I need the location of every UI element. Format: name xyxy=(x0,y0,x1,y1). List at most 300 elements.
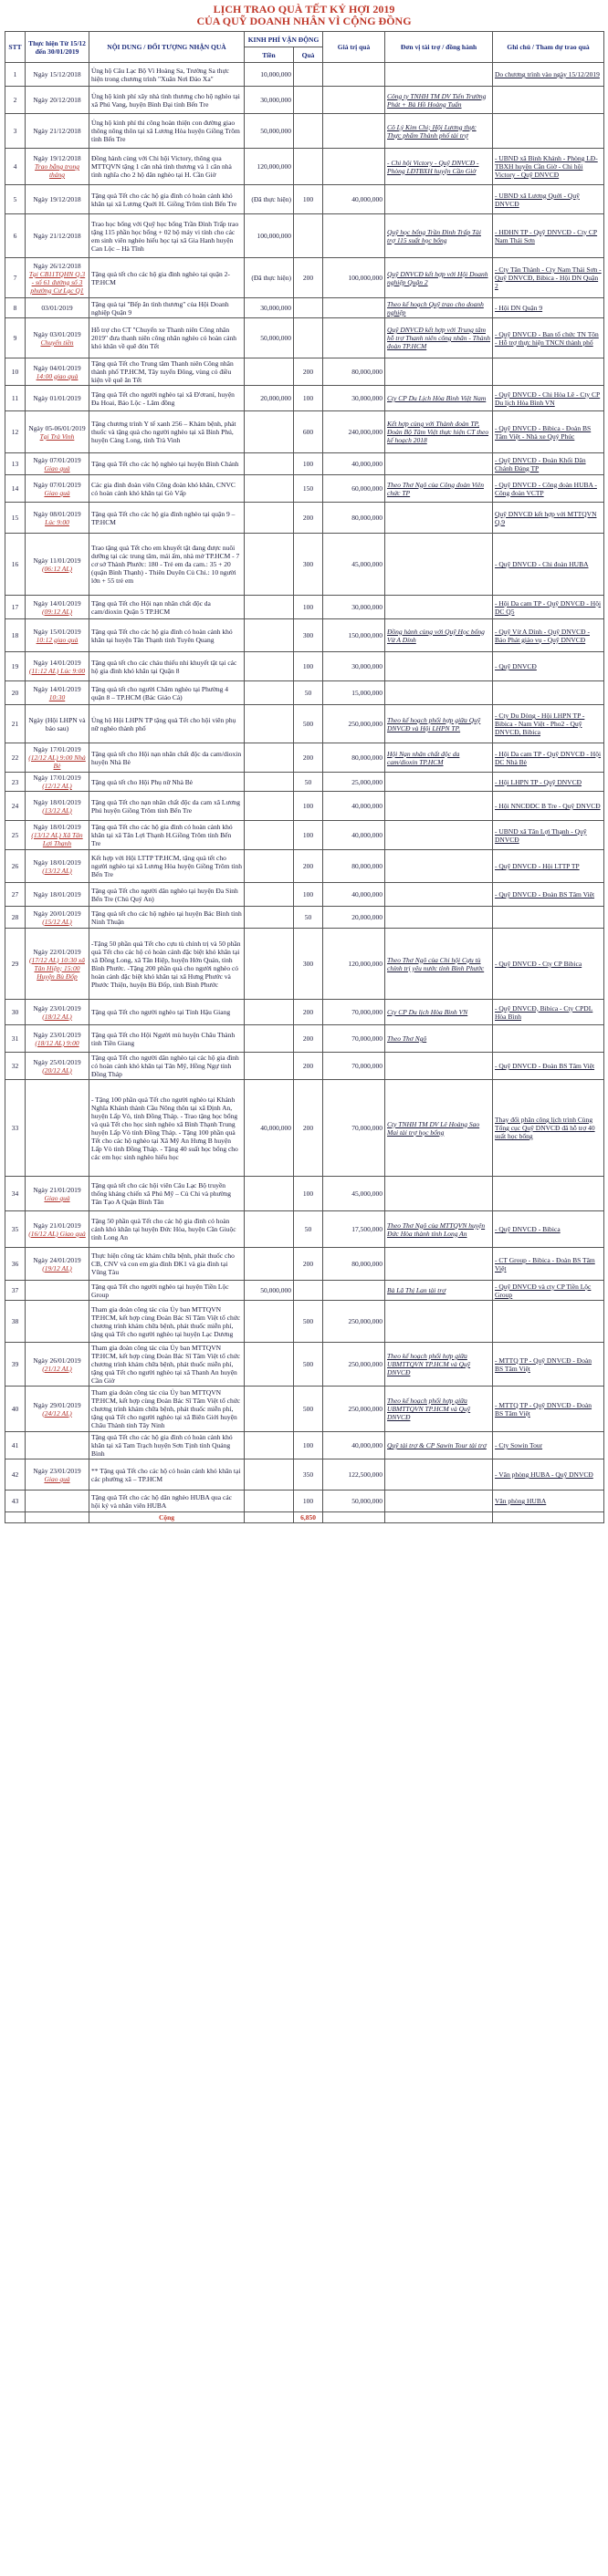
row-money: 50,000,000 xyxy=(245,318,294,358)
row-value: 30,000,000 xyxy=(323,652,385,681)
row-money: (Đã thực hiện) xyxy=(245,258,294,298)
row-date-sub: (13/12 AL) xyxy=(42,805,72,815)
table-row xyxy=(5,87,604,114)
row-date xyxy=(26,1025,89,1053)
row-date-main: Ngày 19/12/2018 xyxy=(33,154,81,162)
row-date xyxy=(26,850,89,883)
row-stt: 14 xyxy=(5,475,26,503)
table-row xyxy=(5,1248,604,1281)
row-date-main: Ngày 18/01/2019 xyxy=(33,823,81,831)
row-value: 70,000,000 xyxy=(323,1080,385,1177)
row-note xyxy=(493,681,604,705)
row-money xyxy=(245,1343,294,1387)
row-date-main: Ngày 22/01/2019 xyxy=(33,947,81,956)
row-content: Tặng quà Tết cho các hộ dân nghèo HUBA qua các hội ký và nhân viên HUBA xyxy=(89,1491,245,1512)
row-date-sub: 10:30 xyxy=(48,692,66,701)
header-money: Tiền xyxy=(245,47,294,63)
row-sponsor xyxy=(385,681,493,705)
row-stt: 8 xyxy=(5,298,26,318)
row-stt: 43 xyxy=(5,1491,26,1512)
row-date-sub: (19/12 AL) xyxy=(42,1263,72,1272)
row-qty: 200 xyxy=(294,1053,323,1080)
row-date xyxy=(26,411,89,453)
row-money xyxy=(245,1387,294,1432)
table-row xyxy=(5,705,604,743)
row-stt: 40 xyxy=(5,1387,26,1432)
row-money: 50,000,000 xyxy=(245,114,294,149)
row-note: - Hội Da cam TP - Quỹ DNVCĐ - Hội DC Q5 xyxy=(493,596,604,619)
row-content: Tặng quà tại "Bếp ăn tình thương" của Hội Doanh nghiệp Quận 9 xyxy=(89,298,245,318)
row-date xyxy=(26,358,89,386)
row-stt: 2 xyxy=(5,87,26,114)
row-stt: 19 xyxy=(5,652,26,681)
row-stt: 12 xyxy=(5,411,26,453)
row-date-sub: (12/12 AL) xyxy=(42,782,72,790)
row-content: Tặng quà Tết cho các hộ nghèo tại huyện Bình Chánh xyxy=(89,453,245,475)
row-qty xyxy=(294,149,323,185)
row-date xyxy=(26,1177,89,1211)
row-value: 250,000,000 xyxy=(323,1343,385,1387)
row-date-main: Ngày 17/01/2019 xyxy=(33,774,81,782)
row-date-sub: (16/12 AL) Giao quà xyxy=(28,1229,86,1238)
row-sponsor: Công ty TNHH TM DV Tiến Trường Phát + Bà Hồ Hoàng Tuấn xyxy=(385,87,493,114)
row-date-main: Ngày 14/01/2019 xyxy=(33,598,81,608)
row-date xyxy=(26,298,89,318)
row-sponsor: Theo kế hoạch phối hợp giữa Quỹ DNVCĐ và Hội LHPN TP. xyxy=(385,705,493,743)
row-qty: 100 xyxy=(294,792,323,821)
row-date xyxy=(26,386,89,411)
row-sponsor xyxy=(385,596,493,619)
row-value: 240,000,000 xyxy=(323,411,385,453)
row-content: Tặng chương trình Y tế xanh 256 – Khám bệnh, phát thuốc và tặng quà cho người nghèo tại xã Bình Phú, huyện Càng Long, tỉnh Trà Vinh xyxy=(89,411,245,453)
table-row xyxy=(5,1387,604,1432)
row-qty: 500 xyxy=(294,1387,323,1432)
row-stt: 17 xyxy=(5,596,26,619)
table-body xyxy=(5,63,604,1512)
row-date-sub: (09:12 AL) xyxy=(42,607,72,616)
table-row xyxy=(5,773,604,792)
row-date xyxy=(26,453,89,475)
row-date xyxy=(26,1387,89,1432)
row-note: - UBND xã Tân Lợi Thạnh - Quỹ DNVCĐ xyxy=(493,821,604,850)
row-value: 60,000,000 xyxy=(323,475,385,503)
row-sponsor: - Chi hội Victory - Quỹ DNVCĐ - Phòng LĐTBXH huyện Cần Giờ xyxy=(385,149,493,185)
row-stt: 35 xyxy=(5,1211,26,1248)
table-row xyxy=(5,681,604,705)
row-date xyxy=(26,1248,89,1281)
row-date-sub: 14:00 giao quà xyxy=(36,371,79,380)
row-value: 100,000,000 xyxy=(323,258,385,298)
row-stt: 11 xyxy=(5,386,26,411)
row-date xyxy=(26,214,89,258)
table-row xyxy=(5,214,604,258)
row-content: Tặng quà Tết cho người nghèo tại xã Đ'ơraní, huyện Đa Hoai, Bảo Lộc - Lâm đồng xyxy=(89,386,245,411)
row-qty: 50 xyxy=(294,681,323,705)
row-stt: 13 xyxy=(5,453,26,475)
table-row xyxy=(5,1459,604,1491)
row-qty xyxy=(294,87,323,114)
row-note: - Cty Tân Thành - Cty Nam Thái Sơn - Quỹ DNVCĐ, Bibica - Hội DN Quận 2 xyxy=(493,258,604,298)
table-row xyxy=(5,1053,604,1080)
table-row xyxy=(5,475,604,503)
row-date xyxy=(26,773,89,792)
row-date-sub: (18/12 AL) xyxy=(42,1012,72,1021)
row-date-main: Ngày 21/01/2019 xyxy=(33,1185,81,1194)
row-content: Tặng quà tết cho Hội Phụ nữ Nhà Bè xyxy=(89,773,245,792)
row-stt: 21 xyxy=(5,705,26,743)
table-row xyxy=(5,534,604,596)
row-value: 40,000,000 xyxy=(323,821,385,850)
row-value xyxy=(323,63,385,87)
row-qty: 200 xyxy=(294,1000,323,1025)
row-qty: 300 xyxy=(294,929,323,1000)
header-note: Ghi chú / Tham dự trao quà xyxy=(493,32,604,63)
row-value: 80,000,000 xyxy=(323,850,385,883)
row-stt: 23 xyxy=(5,773,26,792)
row-money xyxy=(245,883,294,907)
row-date xyxy=(26,1080,89,1177)
row-note: - Quỹ DNVCĐ - Đoàn BS Tâm Việt xyxy=(493,1053,604,1080)
row-sponsor: Quỹ học bổng Trần Đình Trấp Tài trợ 115 suất học bổng xyxy=(385,214,493,258)
row-money xyxy=(245,1491,294,1512)
row-sponsor: Cô Lý Kim Chi; Hội Lương thực Thực phẩm Thành phố tài trợ xyxy=(385,114,493,149)
row-money: 30,000,000 xyxy=(245,87,294,114)
table-row xyxy=(5,850,604,883)
row-date-main: Ngày 23/01/2019 xyxy=(33,1466,81,1475)
row-date-main: Ngày 29/01/2019 xyxy=(33,1400,81,1409)
table-row xyxy=(5,1211,604,1248)
row-qty: 100 xyxy=(294,1432,323,1459)
row-date-main: Ngày 21/12/2018 xyxy=(33,232,81,240)
row-value: 45,000,000 xyxy=(323,1177,385,1211)
row-date xyxy=(26,743,89,773)
table-row xyxy=(5,1343,604,1387)
row-date-main: Ngày 18/01/2019 xyxy=(33,890,81,898)
table-row xyxy=(5,411,604,453)
row-sponsor xyxy=(385,907,493,929)
header-value: Giá trị quà xyxy=(323,32,385,63)
row-date xyxy=(26,1459,89,1491)
row-date xyxy=(26,792,89,821)
row-money xyxy=(245,792,294,821)
total-label: Cộng xyxy=(89,1512,245,1523)
row-stt: 3 xyxy=(5,114,26,149)
row-date xyxy=(26,149,89,185)
row-date xyxy=(26,681,89,705)
row-date-sub: Tại Trà Vinh xyxy=(39,431,75,441)
row-note xyxy=(493,1301,604,1343)
row-qty: 50 xyxy=(294,773,323,792)
table-row xyxy=(5,386,604,411)
row-note: - Hội LHPN TP - Quỹ DNVCĐ xyxy=(493,773,604,792)
row-qty: 200 xyxy=(294,258,323,298)
row-date xyxy=(26,114,89,149)
row-date xyxy=(26,1301,89,1343)
row-note: - Quỹ DNVCĐ - Chi đoàn HUBA xyxy=(493,534,604,596)
table-row xyxy=(5,929,604,1000)
row-qty: 200 xyxy=(294,1025,323,1053)
row-note: - Hội NNCĐDC B Tre - Quỹ DNVCĐ xyxy=(493,792,604,821)
row-qty: 50 xyxy=(294,1211,323,1248)
row-note xyxy=(493,1177,604,1211)
row-content: Tặng quà Tết cho các hộ gia đình có hoàn cảnh khó khăn tại xã Lương Quới H. Giồng Trôm tỉnh Bến Tre xyxy=(89,185,245,214)
row-note: - CT Group - Bibica - Đoàn BS Tâm Việt xyxy=(493,1248,604,1281)
row-value xyxy=(323,214,385,258)
table-row xyxy=(5,821,604,850)
row-sponsor: Cty CP Du Lịch Hòa Bình Việt Nam xyxy=(385,386,493,411)
row-money xyxy=(245,929,294,1000)
row-date xyxy=(26,1211,89,1248)
row-note: - Quỹ DNVCĐ - Bibica xyxy=(493,1211,604,1248)
row-date-sub: (17/12 AL) 10:30 xã Tân Hiệp; 15:00 Huyện Bù Đốp xyxy=(29,955,85,981)
row-content: Tặng quà Tết cho Hội nạn nhân chất độc da cam/dioxin Quận 5 TP.HCM xyxy=(89,596,245,619)
table-row xyxy=(5,114,604,149)
row-qty: 150 xyxy=(294,475,323,503)
schedule-table xyxy=(5,31,604,1523)
row-qty: 50 xyxy=(294,907,323,929)
row-note: - Cty Sowin Tour xyxy=(493,1432,604,1459)
row-qty: 200 xyxy=(294,850,323,883)
header-content: NỘI DUNG / ĐỐI TƯỢNG NHẬN QUÀ xyxy=(89,32,245,63)
row-sponsor xyxy=(385,652,493,681)
row-date xyxy=(26,652,89,681)
row-content: Ủng hộ kinh phí xây nhà tình thương cho hộ nghèo tại xã Phú Vang, huyện Bình Đại tỉnh Bến Tre xyxy=(89,87,245,114)
row-money xyxy=(245,411,294,453)
row-note: - Quỹ DNVCĐ xyxy=(493,652,604,681)
row-money xyxy=(245,681,294,705)
row-value: 40,000,000 xyxy=(323,792,385,821)
row-stt: 5 xyxy=(5,185,26,214)
row-qty: 350 xyxy=(294,1459,323,1491)
row-money xyxy=(245,1177,294,1211)
row-date xyxy=(26,1053,89,1080)
row-stt: 20 xyxy=(5,681,26,705)
row-date xyxy=(26,929,89,1000)
row-date-sub: (13/12 AL) Xã Tân Lợi Thạnh xyxy=(31,831,83,847)
table-row xyxy=(5,185,604,214)
row-stt: 36 xyxy=(5,1248,26,1281)
row-sponsor xyxy=(385,453,493,475)
row-content: Trao học bổng với Quỹ học bổng Trần Đình Trấp trao tặng 115 phần học bổng + 02 bộ máy vi tính cho các em sinh viên nghèo hiếu học tại xã Gia Hanh huyện Can Lộc – Hà Tĩnh xyxy=(89,214,245,258)
row-money xyxy=(245,1459,294,1491)
row-value xyxy=(323,318,385,358)
row-qty: 100 xyxy=(294,821,323,850)
row-note: - Quỹ Vừ A Dính - Quỹ DNVCĐ - Bảo Phát giáo vụ - Quỹ DNVCĐ xyxy=(493,619,604,652)
table-row xyxy=(5,907,604,929)
row-money xyxy=(245,453,294,475)
row-note: - Quỹ DNVCĐ - Đoàn BS Tâm Việt xyxy=(493,883,604,907)
header-date: Thực hiện Từ 15/12 đến 30/01/2019 xyxy=(26,32,89,63)
row-qty: 100 xyxy=(294,185,323,214)
row-content: Tặng quà Tết cho các hộ gia đình có hoàn cảnh khó khăn tại huyện Tân Thạnh tỉnh Tuyên Quang xyxy=(89,619,245,652)
row-date-main: Ngày 26/01/2019 xyxy=(33,1356,81,1365)
document-subtitle: CỦA QUỸ DOANH NHÂN VÌ CỘNG ĐỒNG xyxy=(196,15,412,27)
row-content: Các gia đình đoàn viên Công đoàn khó khăn, CNVC có hoàn cảnh khó khăn tại Gò Vấp xyxy=(89,475,245,503)
row-money xyxy=(245,534,294,596)
row-content: Thực hiện công tác khám chữa bệnh, phát thuốc cho CB, CNV và con em gia đình ĐK1 và gia đình tại Vũng Tàu xyxy=(89,1248,245,1281)
row-stt: 18 xyxy=(5,619,26,652)
row-value: 40,000,000 xyxy=(323,1432,385,1459)
row-note: - Hội Da cam TP - Quỹ DNVCĐ - Hội DC Nhà Bè xyxy=(493,743,604,773)
row-note: - UBND xã Lương Quới - Quỹ DNVCĐ xyxy=(493,185,604,214)
row-content: Tặng quà Tết cho người dân nghèo tại huyện Đa Sinh Bến Tre (Chủ Quý An) xyxy=(89,883,245,907)
row-date-main: Ngày 17/01/2019 xyxy=(33,745,81,753)
row-stt: 32 xyxy=(5,1053,26,1080)
row-value: 250,000,000 xyxy=(323,705,385,743)
row-date-main: Ngày 23/01/2019 xyxy=(33,1003,81,1013)
row-note: - UBND xã Bình Khánh - Phòng LĐ-TBXH huyện Cần Giờ - Chi hội Victory - Quỹ DNVCĐ xyxy=(493,149,604,185)
row-note: - Quỹ DNVCĐ - Ban tổ chức TN Tôn - Hỗ trợ thực hiện TNCN thành phố xyxy=(493,318,604,358)
row-stt: 42 xyxy=(5,1459,26,1491)
row-date-main: Ngày 03/01/2019 xyxy=(33,329,81,338)
row-qty: 200 xyxy=(294,503,323,534)
row-sponsor: Theo kế hoạch Quỹ trao cho doanh nghiệp xyxy=(385,298,493,318)
row-money: 10,000,000 xyxy=(245,63,294,87)
row-date-sub: (18/12 AL) 9:00 xyxy=(35,1038,79,1047)
row-value: 30,000,000 xyxy=(323,596,385,619)
table-row xyxy=(5,743,604,773)
table-row xyxy=(5,1080,604,1177)
row-sponsor: Bà Lã Thị Lan tài trợ xyxy=(385,1281,493,1301)
header-sponsor: Đơn vị tài trợ / đồng hành xyxy=(385,32,493,63)
row-value xyxy=(323,1281,385,1301)
row-date-main: Ngày 07/01/2019 xyxy=(33,480,81,489)
row-sponsor xyxy=(385,358,493,386)
row-date xyxy=(26,185,89,214)
table-row xyxy=(5,652,604,681)
row-content: Tặng quà Tết cho nạn nhân chất độc da cam xã Lương Phú huyện Giồng Trôm tỉnh Bến Tre xyxy=(89,792,245,821)
row-stt: 7 xyxy=(5,258,26,298)
row-money xyxy=(245,475,294,503)
row-content: Tham gia đoàn công tác của Ủy ban MTTQVN TP.HCM, kết hợp cùng Đoàn Bác Sĩ Tâm Việt tổ chức chương trình khám chữa bệnh, phát thuốc miễn phí, tặng quà Tết cho người nghèo tại huyện Lạc Dương xyxy=(89,1301,245,1343)
row-date-main: Ngày (Hội LHPN và báo sau) xyxy=(28,715,86,732)
row-sponsor xyxy=(385,1301,493,1343)
row-value: 50,000,000 xyxy=(323,1491,385,1512)
row-date-main: Ngày 04/01/2019 xyxy=(33,363,81,372)
row-date xyxy=(26,907,89,929)
row-date-main: Ngày 01/01/2019 xyxy=(33,394,81,402)
row-date xyxy=(26,1000,89,1025)
row-date-main: Ngày 07/01/2019 xyxy=(33,455,81,464)
row-stt: 30 xyxy=(5,1000,26,1025)
row-sponsor: Quỹ DNVCĐ kết hợp với Trung tâm hỗ trợ Thanh niên công nhân - Thành đoàn TP.HCM xyxy=(385,318,493,358)
row-date-main: Ngày 08/01/2019 xyxy=(33,509,81,518)
row-content: -Tặng 50 phần quà Tết cho cựu tù chính trị và 50 phần quà Tết cho các hộ có hoàn cảnh đặc biệt khó khăn tại xã Đồng Long, xã Tân Hiệp, huyện Hớn Quản, tỉnh Bình Phước. -Tặng 200 phần quà cho người nghèo có hoàn cảnh đặc biệt khó khăn tại xã Hưng Phước và Phước Thiện, huyện Bù Đốp, tỉnh Bình Phước xyxy=(89,929,245,1000)
row-money xyxy=(245,1000,294,1025)
row-date xyxy=(26,534,89,596)
row-stt: 41 xyxy=(5,1432,26,1459)
row-content: Tặng quà Tết cho người nghèo tại huyện Tiền Lộc Group xyxy=(89,1281,245,1301)
row-money xyxy=(245,1248,294,1281)
row-money: 50,000,000 xyxy=(245,1281,294,1301)
row-sponsor: Cty CP Du lịch Hòa Bình VN xyxy=(385,1000,493,1025)
row-date-sub: Lúc 9:00 xyxy=(45,517,69,526)
row-date-main: Ngày 21/01/2019 xyxy=(33,1220,81,1230)
row-stt: 6 xyxy=(5,214,26,258)
row-value: 70,000,000 xyxy=(323,1053,385,1080)
row-note xyxy=(493,1025,604,1053)
table-row xyxy=(5,883,604,907)
row-value: 40,000,000 xyxy=(323,453,385,475)
row-sponsor: Theo Thơ Ngô của Chi hội Cựu tù chính trị yêu nước tỉnh Bình Phước xyxy=(385,929,493,1000)
row-qty xyxy=(294,318,323,358)
row-value: 250,000,000 xyxy=(323,1301,385,1343)
row-note: Văn phòng HUBA xyxy=(493,1491,604,1512)
row-stt: 27 xyxy=(5,883,26,907)
row-content: Tặng quà tết cho các hộ gia đình nghèo tại quận 2-TP.HCM xyxy=(89,258,245,298)
row-stt: 9 xyxy=(5,318,26,358)
row-date-main: Ngày 21/12/2018 xyxy=(33,127,81,135)
row-date-sub: (13/12 AL) xyxy=(42,866,72,875)
row-date-sub: Giao quà xyxy=(44,463,70,473)
row-sponsor xyxy=(385,1053,493,1080)
row-content: Ủng hộ Câu Lạc Bộ Vì Hoàng Sa, Trường Sa thực hiện trong chương trình "Xuân Nơi Đảo Xa" xyxy=(89,63,245,87)
row-date-sub: (12/12 AL) 9:00 Nhà Bè xyxy=(28,753,86,770)
row-money: 20,000,000 xyxy=(245,386,294,411)
row-qty: 500 xyxy=(294,1301,323,1343)
row-money xyxy=(245,907,294,929)
row-note xyxy=(493,114,604,149)
row-stt: 1 xyxy=(5,63,26,87)
document-title: LỊCH TRAO QUÀ TẾT KỶ HỢI 2019 xyxy=(213,3,395,16)
table-row xyxy=(5,318,604,358)
row-note: - HĐHN TP - Quỹ DNVCĐ - Cty CP Nam Thái Sơn xyxy=(493,214,604,258)
row-note: - Văn phòng HUBA - Quỹ DNVCĐ xyxy=(493,1459,604,1491)
row-date xyxy=(26,63,89,87)
header-budget: KINH PHÍ VẬN ĐỘNG xyxy=(245,32,323,47)
row-date-sub: Giao quà xyxy=(44,1474,70,1483)
row-stt: 15 xyxy=(5,503,26,534)
row-content: Tham gia đoàn công tác của Ủy ban MTTQVN TP.HCM, kết hợp cùng Đoàn Bác Sĩ Tâm Việt tổ chức chương trình khám chữa bệnh, phát thuốc miễn phí, tặng quà Tết cho người nghèo tại xã Biên Giới huyện Châu Thành tỉnh Tây Ninh xyxy=(89,1387,245,1432)
row-date-main: Ngày 23/01/2019 xyxy=(33,1030,81,1039)
row-date-sub: Giao quà xyxy=(44,488,70,497)
row-money xyxy=(245,773,294,792)
table-row xyxy=(5,1000,604,1025)
row-value: 150,000,000 xyxy=(323,619,385,652)
row-sponsor xyxy=(385,534,493,596)
row-money: 40,000,000 xyxy=(245,1080,294,1177)
row-value: 25,000,000 xyxy=(323,773,385,792)
row-value: 250,000,000 xyxy=(323,1387,385,1432)
row-note: - Cty Du Dòng - Hội LHPN TP - Bibica - Nam Việt - Pho2 - Quỹ DNVCĐ, Bibica xyxy=(493,705,604,743)
row-qty xyxy=(294,214,323,258)
row-content: Tặng quà Tết cho người nghèo tại Tỉnh Hậu Giang xyxy=(89,1000,245,1025)
row-note: Quỹ DNVCĐ kết hợp với MTTQVN Q.9 xyxy=(493,503,604,534)
row-content: Kết hợp với Hội LTTP TP.HCM, tặng quà tết cho người nghèo tại xã Lương Hòa huyện Giồng Trôm tỉnh Bến Tre xyxy=(89,850,245,883)
row-qty: 100 xyxy=(294,1491,323,1512)
row-stt: 29 xyxy=(5,929,26,1000)
table-row xyxy=(5,619,604,652)
row-date-sub: (20/12 AL) xyxy=(42,1065,72,1075)
row-qty xyxy=(294,63,323,87)
row-value: 70,000,000 xyxy=(323,1000,385,1025)
row-note: - Quỹ DNVCĐ, Bibica - Cty CPDL Hòa Bình xyxy=(493,1000,604,1025)
row-date xyxy=(26,821,89,850)
table-row xyxy=(5,298,604,318)
row-sponsor xyxy=(385,792,493,821)
row-date xyxy=(26,883,89,907)
row-date-main: Ngày 20/01/2019 xyxy=(33,909,81,918)
row-date-sub: Chuyến tiền xyxy=(40,338,74,347)
row-sponsor xyxy=(385,773,493,792)
row-stt: 38 xyxy=(5,1301,26,1343)
row-money xyxy=(245,596,294,619)
row-note xyxy=(493,907,604,929)
row-date-main: Ngày 15/12/2018 xyxy=(33,70,81,78)
row-content: Tặng quà tết cho các hộ nghèo tại huyện Bác Bình tỉnh Ninh Thuận xyxy=(89,907,245,929)
row-date xyxy=(26,596,89,619)
row-date-main: Ngày 18/01/2019 xyxy=(33,857,81,867)
